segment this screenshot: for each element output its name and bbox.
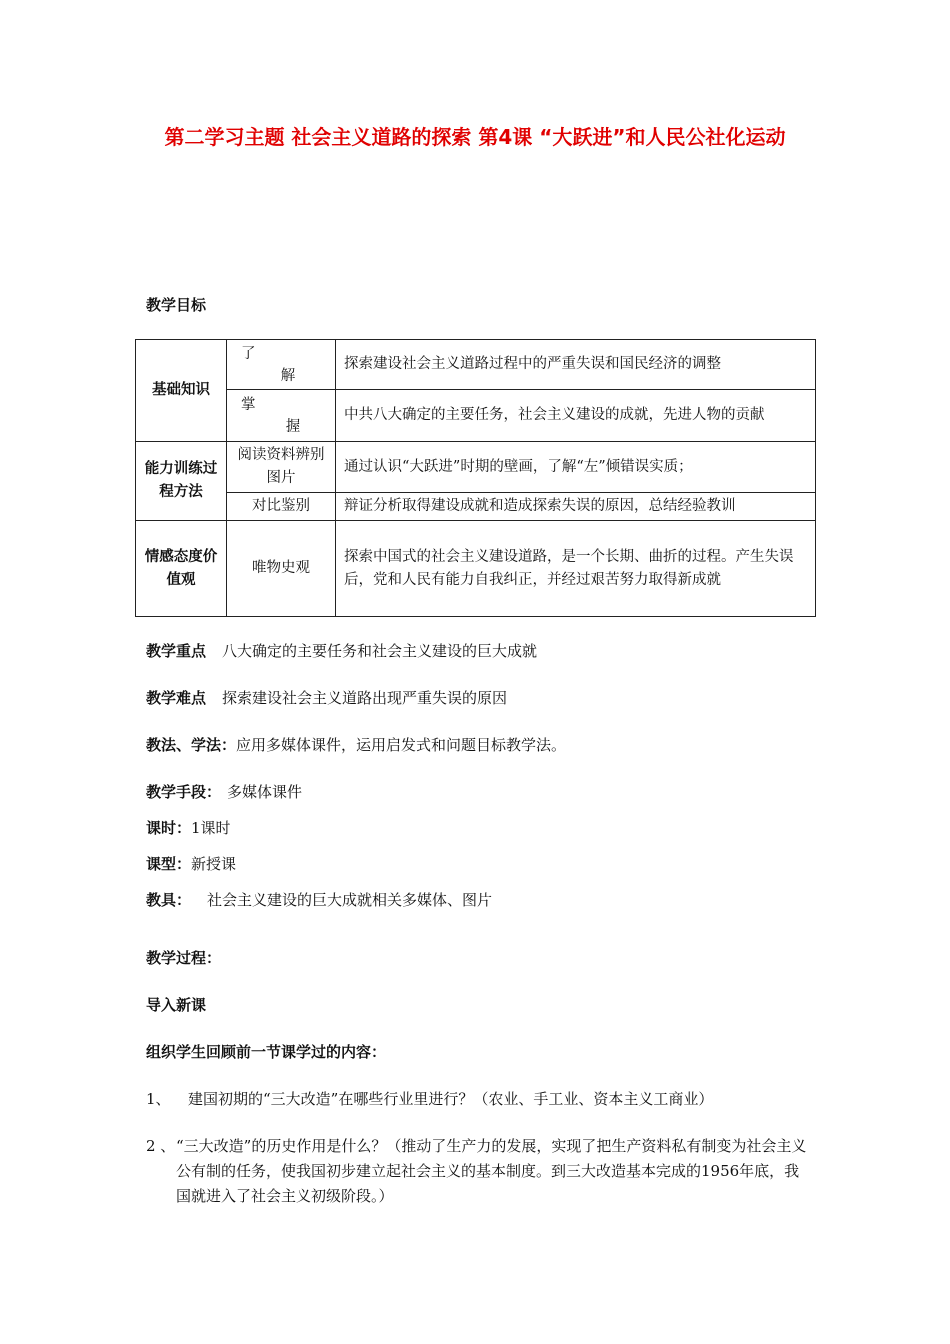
hours: 课时：1课时 <box>146 819 231 837</box>
tools: 教具： 社会主义建设的巨大成就相关多媒体、图片 <box>146 891 493 909</box>
key-point: 教学重点 八大确定的主要任务和社会主义建设的巨大成就 <box>146 642 538 660</box>
process-heading: 教学过程： <box>146 949 222 967</box>
desc-understand: 探索建设社会主义道路过程中的严重失误和国民经济的调整 <box>336 340 816 390</box>
category-emotion: 情感态度价值观 <box>136 521 227 617</box>
sub-master: 掌 握 <box>227 390 336 442</box>
means: 教学手段： 多媒体课件 <box>146 783 303 801</box>
category-basic: 基础知识 <box>136 340 227 442</box>
question-1: 1、 建国初期的“三大改造”在哪些行业里进行？（农业、手工业、资本主义工商业） <box>146 1090 714 1108</box>
lesson-type: 课型：新授课 <box>146 855 237 873</box>
intro-heading: 导入新课 <box>146 996 207 1014</box>
question-2: 2 、 “三大改造”的历史作用是什么？（推动了生产力的发展，实现了把生产资料私有制变为社会主义公有制的任务，使我国初步建立起社会主义的基本制度。到三大改造基本完成的1956年底，我国就进入了社会主义初级阶段。） <box>146 1137 807 1205</box>
desc-emotion: 探索中国式的社会主义建设道路，是一个长期、曲折的过程。产生失误后，党和人民有能力自我纠正，并经过艰苦努力取得新成就 <box>336 521 816 617</box>
sub-understand: 了 解 <box>227 340 336 390</box>
objectives-table <box>135 339 816 617</box>
difficulty: 教学难点 探索建设社会主义道路出现严重失误的原因 <box>146 689 508 707</box>
review-heading: 组织学生回顾前一节课学过的内容： <box>146 1043 387 1061</box>
document-title: 第二学习主题 社会主义道路的探索 第4课 “大跃进”和人民公社化运动 <box>164 125 786 149</box>
category-ability: 能力训练过程方法 <box>136 442 227 521</box>
desc-reading: 通过认识“大跃进”时期的壁画，了解“左”倾错误实质； <box>336 442 816 493</box>
sub-compare: 对比鉴别 <box>227 493 336 521</box>
sub-materialism: 唯物史观 <box>227 521 336 617</box>
desc-master: 中共八大确定的主要任务，社会主义建设的成就，先进人物的贡献 <box>336 390 816 442</box>
desc-compare: 辩证分析取得建设成就和造成探索失误的原因，总结经验教训 <box>336 493 816 521</box>
sub-reading: 阅读资料辨别图片 <box>227 442 336 493</box>
objectives-heading: 教学目标 <box>146 296 207 314</box>
methods: 教法、学法：应用多媒体课件，运用启发式和问题目标教学法。 <box>146 736 567 754</box>
